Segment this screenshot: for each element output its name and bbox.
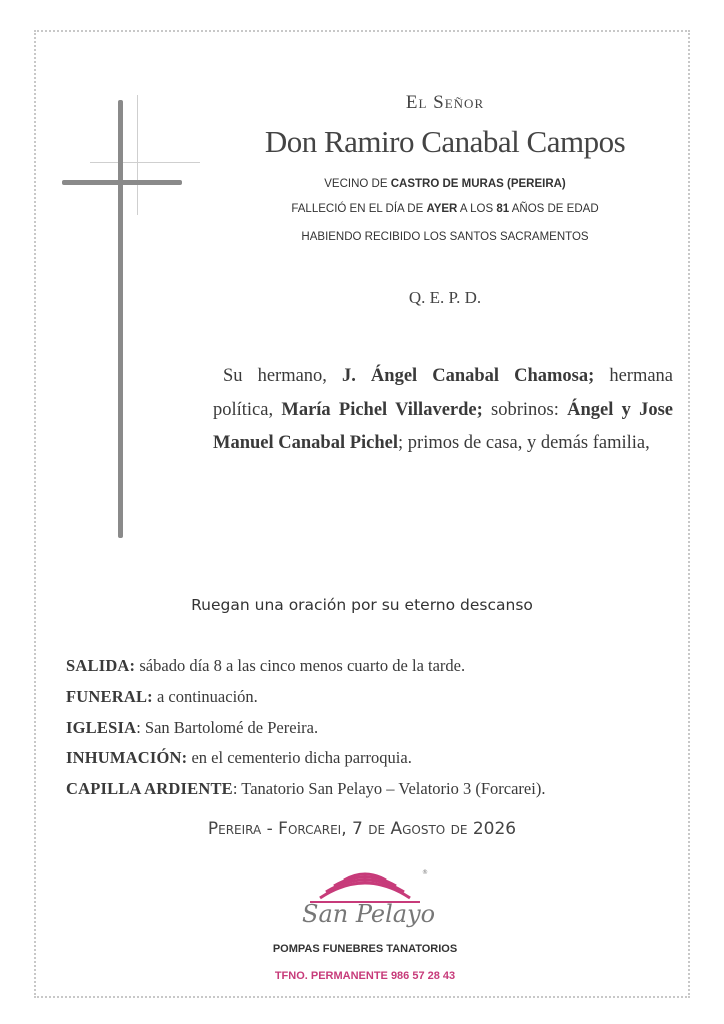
cross-shadow-vertical	[137, 95, 138, 215]
detail-funeral	[66, 682, 686, 713]
family-text-3: sobrinos:	[482, 399, 568, 420]
logo-text: San Pelayo	[302, 900, 436, 928]
place-date: Pereira - Forcarei, 7 de Agosto de 2026	[207, 819, 517, 839]
family-name-2: María Pichel Villaverde;	[281, 399, 483, 420]
sunrise-stripes-icon	[310, 874, 420, 902]
detail-label: INHUMACIÓN:	[66, 748, 188, 768]
residence-prefix: VECINO DE	[324, 178, 391, 190]
death-suffix: AÑOS DE EDAD	[509, 203, 599, 215]
family-name-1: J. Ángel Canabal Chamosa;	[342, 366, 595, 386]
detail-label: SALIDA:	[66, 656, 136, 675]
page-border	[34, 30, 690, 998]
cross-vertical-bar	[118, 100, 123, 538]
death-line	[230, 203, 660, 215]
company-name: POMPAS FUNEBRES TANATORIOS	[272, 943, 458, 955]
qepd: Q. E. P. D.	[408, 288, 482, 307]
residence-place: CASTRO DE MURAS (PEREIRA)	[390, 178, 566, 190]
detail-capilla	[66, 774, 686, 805]
detail-text: : Tanatorio San Pelayo – Velatorio 3 (Forcarei).	[232, 779, 546, 799]
death-prefix: FALLECIÓ EN EL DÍA DE	[291, 203, 427, 215]
detail-inhumacion	[66, 743, 686, 774]
service-details	[66, 651, 686, 805]
sacraments-line: HABIENDO RECIBIDO LOS SANTOS SACRAMENTOS	[301, 231, 589, 243]
title-prefix: El Señor	[405, 92, 485, 113]
detail-label: IGLESIA	[66, 717, 137, 737]
death-mid: A LOS	[457, 203, 497, 215]
family-text-1: Su hermano,	[223, 366, 342, 386]
detail-iglesia	[66, 713, 686, 744]
detail-label: CAPILLA ARDIENTE	[66, 779, 233, 799]
detail-text: : San Bartolomé de Pereira.	[136, 717, 319, 737]
san-pelayo-logo	[290, 860, 440, 940]
phone-line: TFNO. PERMANENTE 986 57 28 43	[274, 970, 456, 982]
cross-shadow-horizontal	[90, 162, 200, 163]
detail-text: a continuación.	[152, 686, 258, 706]
detail-salida	[66, 651, 686, 682]
detail-text: en el cementerio dicha parroquia.	[187, 748, 412, 768]
deceased-name: Don Ramiro Canabal Campos	[264, 124, 626, 159]
residence-line	[230, 178, 660, 190]
detail-text: sábado día 8 a las cinco menos cuarto de la tarde.	[135, 656, 466, 675]
family-name-3: Ángel y Jose Manuel Canabal Pichel	[213, 399, 674, 453]
detail-label: FUNERAL:	[66, 686, 153, 706]
family-paragraph	[213, 360, 673, 461]
family-text-4: ; primos de casa, y demás familia,	[398, 433, 650, 453]
cross-horizontal-bar	[62, 180, 182, 185]
death-day: AYER	[426, 203, 458, 215]
registered-mark: ®	[422, 869, 428, 876]
prayer-line: Ruegan una oración por su eterno descanso	[191, 596, 533, 614]
death-age: 81	[496, 203, 510, 215]
family-text-2: hermana política,	[213, 366, 674, 420]
